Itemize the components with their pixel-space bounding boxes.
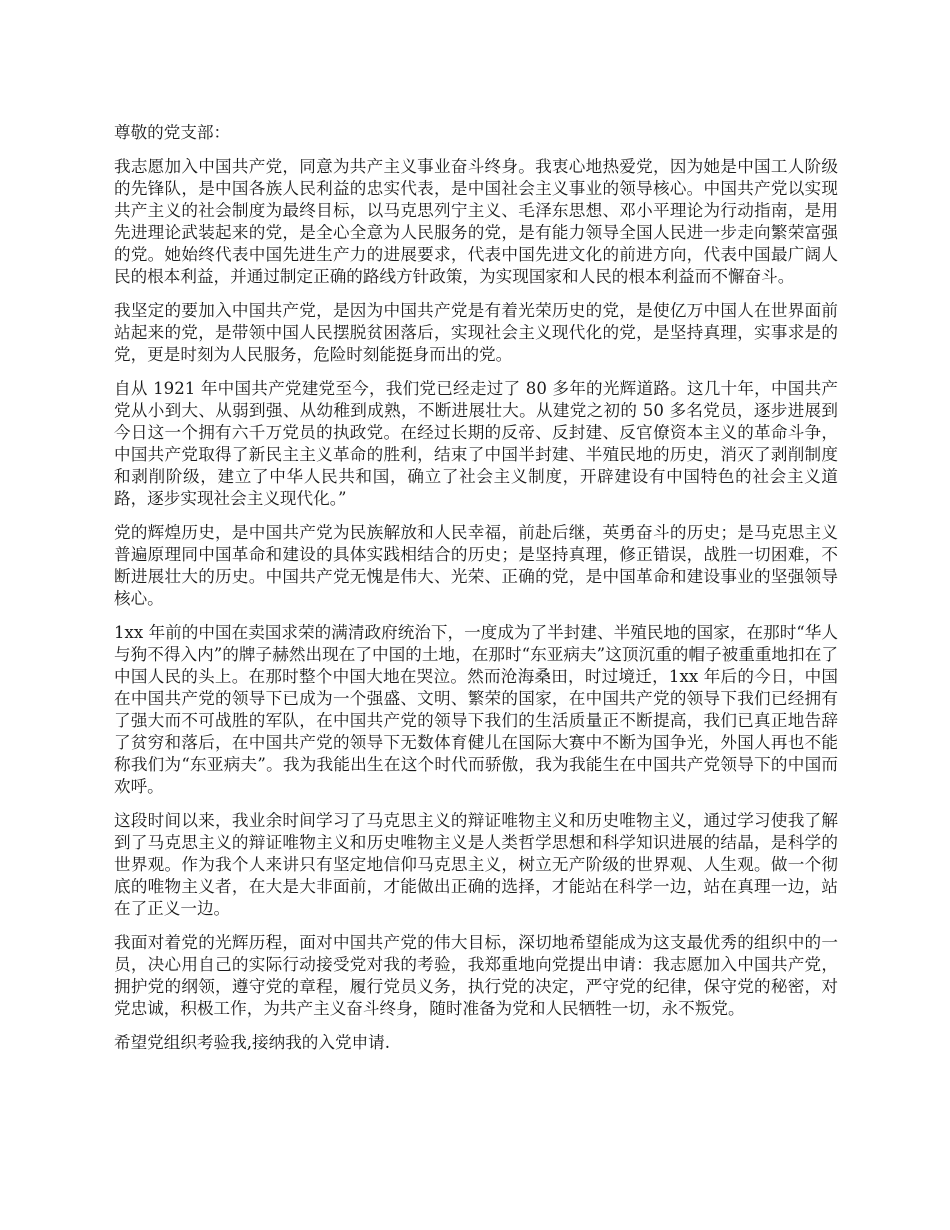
paragraph-1: 我志愿加入中国共产党，同意为共产主义事业奋斗终身。我衷心地热爱党，因为她是中国工人阶级的先锋队，是中国各族人民利益的忠实代表，是中国社会主义事业的领导核心。中国共产党以实现共产主义的社会制度为最终目标，以马克思列宁主义、毛泽东思想、邓小平理论为行动指南，是用先进理论武装起来的党，是全心全意为人民服务的党，是有能力领导全国人民进一步走向繁荣富强的党。她始终代表中国先进生产力的进展要求，代表中国先进文化的前进方向，代表中国最广阔人民的根本利益，并通过制定正确的路线方针政策，为实现国家和人民的根本利益而不懈奋斗。 xyxy=(114,157,838,286)
paragraph-7: 我面对着党的光辉历程，面对中国共产党的伟大目标，深切地希望能成为这支最优秀的组织中的一员，决心用自己的实际行动接受党对我的考验，我郑重地向党提出申请：我志愿加入中国共产党，拥护党的纲领，遵守党的章程，履行党员义务，执行党的决定，严守党的纪律，保守党的秘密，对党忠诚，积极工作，为共产主义奋斗终身，随时准备为党和人民牺牲一切，永不叛党。 xyxy=(114,933,838,1018)
paragraph-4: 党的辉煌历史，是中国共产党为民族解放和人民幸福，前赴后继，英勇奋斗的历史；是马克思主义普遍原理同中国革命和建设的具体实践相结合的历史；是坚持真理，修正错误，战胜一切困难，不断进展壮大的历史。中国共产党无愧是伟大、光荣、正确的党，是中国革命和建设事业的坚强领导核心。 xyxy=(114,523,838,608)
paragraph-5: 1xx 年前的中国在卖国求荣的满清政府统治下，一度成为了半封建、半殖民地的国家，在那时“华人与狗不得入内”的牌子赫然出现在了中国的土地，在那时“东亚病夫”这顶沉重的帽子被重重地扣在了中国人民的头上。在那时整个中国大地在哭泣。然而沧海桑田，时过境迁，1xx 年后的今日，中国在中国共产党的领导下已成为一个强盛、文明、繁荣的国家，在中国共产党的领导下我们已经拥有了强大而不可战胜的军队，在中国共产党的领导下我们的生活质量正不断提高，我们已真正地告辞了贫穷和落后，在中国共产党的领导下无数体育健儿在国际大赛中不断为国争光，外国人再也不能称我们为“东亚病夫”。我为我能出生在这个时代而骄傲，我为我能生在中国共产党领导下的中国而欢呼。 xyxy=(114,623,838,796)
paragraph-6: 这段时间以来，我业余时间学习了马克思主义的辩证唯物主义和历史唯物主义，通过学习使我了解到了马克思主义的辩证唯物主义和历史唯物主义是人类哲学思想和科学知识进展的结晶，是科学的世界观。作为我个人来讲只有坚定地信仰马克思主义，树立无产阶级的世界观、人生观。做一个彻底的唯物主义者，在大是大非面前，才能做出正确的选择，才能站在科学一边，站在真理一边，站在了正义一边。 xyxy=(114,811,838,918)
closing-line: 希望党组织考验我,接纳我的入党申请. xyxy=(114,1033,391,1052)
paragraph-3: 自从 1921 年中国共产党建党至今，我们党已经走过了 80 多年的光辉道路。这几十年，中国共产党从小到大、从弱到强、从幼稚到成熟，不断进展壮大。从建党之初的 50 多名党员，逐步进展到今日这一个拥有六千万党员的执政党。在经过长期的反帝、反封建、反官僚资本主义的革命斗争，中国共产党取得了新民主主义革命的胜利，结束了中国半封建、半殖民地的历史，消灭了剥削制度和剥削阶级，建立了中华人民共和国，确立了社会主义制度，开辟建设有中国特色的社会主义道路，逐步实现社会主义现代化。” xyxy=(114,379,838,508)
document-body xyxy=(114,122,838,1054)
salutation: 尊敬的党支部： xyxy=(114,123,231,142)
paragraph-2: 我坚定的要加入中国共产党，是因为中国共产党是有着光荣历史的党，是使亿万中国人在世界面前站起来的党，是带领中国人民摆脱贫困落后，实现社会主义现代化的党，是坚持真理，实事求是的党，更是时刻为人民服务，危险时刻能挺身而出的党。 xyxy=(114,301,838,364)
